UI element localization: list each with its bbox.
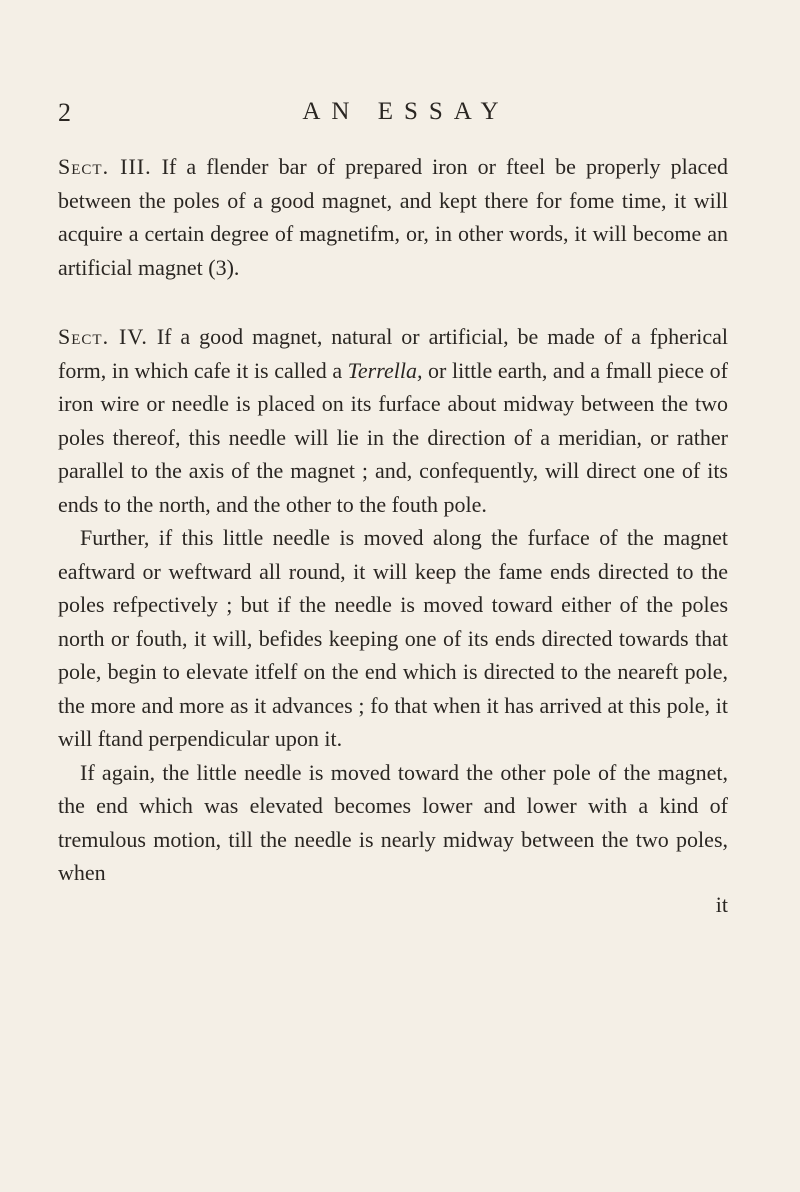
paragraph-text: If a flender bar of prepared iron or fteel be properly placed between the poles of a good magnet, and kept there for fome time, it will acquire a certain degree of magnetifm, or, in other words, it will become an artificial magnet (3). bbox=[58, 154, 728, 280]
catchword: it bbox=[715, 892, 728, 917]
paragraph-sect-4 bbox=[58, 320, 728, 521]
paragraph-text: If a good magnet, natural or artificial, be made of a fpherical form, in which cafe it is called a bbox=[58, 324, 728, 383]
section-label: Sect. III. bbox=[58, 154, 152, 179]
page-number: 2 bbox=[58, 98, 71, 127]
paragraph-sect-3 bbox=[58, 150, 728, 284]
paragraph-again: If again, the little needle is moved toward the other pole of the magnet, the end which was elevated becomes lower and lower with a kind of tremulous motion, till the needle is nearly midway between the two poles, when bbox=[58, 759, 728, 885]
section-label: Sect. IV. bbox=[58, 324, 148, 349]
italic-term: Terrella, bbox=[347, 357, 423, 383]
paragraph-further: Further, if this little needle is moved along the furface of the magnet eaftward or weftward all round, it will keep the fame ends directed to the poles refpectively ; but if the needle is moved toward either of the poles north or fouth, it will, befides keeping one of its ends directed towards that pole, begin to elevate itfelf on the end which is directed to the neareft pole, the more and more as it advances ; fo that when it has arrived at this pole, it will ftand perpendicular upon it. bbox=[58, 525, 728, 751]
running-title: AN ESSAY bbox=[302, 98, 510, 125]
paragraph-gap bbox=[58, 284, 728, 320]
body-text bbox=[58, 150, 728, 890]
page-header bbox=[58, 98, 738, 134]
paragraph-text: or little earth, and a fmall piece of iron wire or needle is placed on its furface about midway between the two poles thereof, this needle will lie in the direction of a meridian, or rather parallel to the axis of the magnet ; and, confequently, will direct one of its ends to the north, and the other to the fouth pole. bbox=[58, 357, 728, 517]
